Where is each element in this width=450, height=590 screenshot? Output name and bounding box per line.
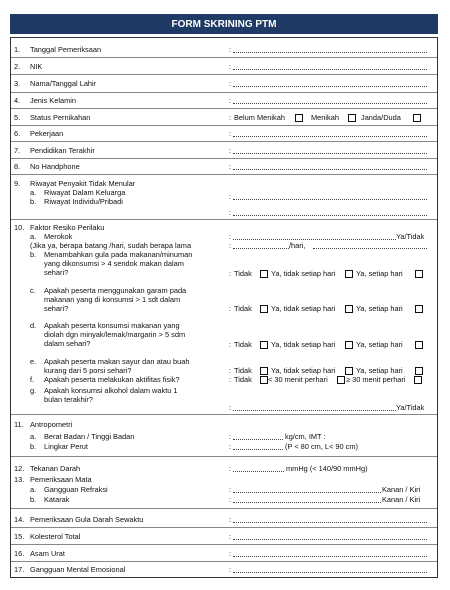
sugar-question-text: sehari?	[44, 268, 69, 277]
sub-label: Gangguan Refraksi	[44, 485, 108, 494]
colon-separator: :	[229, 129, 232, 138]
i14-field[interactable]	[233, 522, 427, 523]
item-label: Tekanan Darah	[30, 464, 81, 473]
activity-option-label: < 30 menit perhari	[268, 375, 328, 384]
item-label: Pemeriksaan Gula Darah Sewaktu	[30, 515, 144, 524]
item-label: Antropometri	[30, 420, 73, 429]
item-label: Riwayat Penyakit Tidak Menular	[30, 179, 136, 188]
row-divider	[11, 141, 437, 142]
smoking-field[interactable]	[233, 239, 396, 240]
sugar-option-label: Ya, setiap hari	[356, 269, 403, 278]
sugar-question-text: yang dikonsumsi > 4 sendok makan dalam	[44, 259, 184, 268]
cataract-field[interactable]	[233, 502, 381, 503]
sub-letter: c.	[30, 286, 36, 295]
colon-separator: :	[229, 515, 232, 524]
refraction-field[interactable]	[233, 492, 381, 493]
sub-label: Katarak	[44, 495, 70, 504]
colon-separator: :	[229, 62, 232, 71]
salt-daily-checkbox[interactable]	[415, 305, 423, 313]
row-divider	[11, 74, 437, 75]
vegetable-question-text: kurang dari 5 porsi sehari?	[44, 366, 132, 375]
fat-question-text: dalam sehari?	[44, 339, 91, 348]
item-label: Pekerjaan	[30, 129, 64, 138]
colon-separator: :	[229, 403, 232, 412]
colon-separator: :	[229, 495, 232, 504]
activity-question-text: Apakah peserta melakukan aktifitas fisik?	[44, 375, 180, 384]
i4-field[interactable]	[233, 103, 427, 104]
sub-letter: a.	[30, 188, 37, 197]
blood-pressure-suffix: mmHg (< 140/90 mmHg)	[286, 464, 368, 473]
row-divider	[11, 57, 437, 58]
row-divider	[11, 456, 437, 457]
sub-letter: a.	[30, 432, 37, 441]
item-label: Pendidikan Terakhir	[30, 146, 95, 155]
i8-field[interactable]	[233, 169, 427, 170]
i16-field[interactable]	[233, 556, 427, 557]
fat-option-label: Ya, tidak setiap hari	[271, 340, 336, 349]
i2-field[interactable]	[233, 69, 427, 70]
smoking-duration-field[interactable]	[313, 248, 427, 249]
fat-option-label: Tidak	[234, 340, 252, 349]
salt-no-checkbox[interactable]	[260, 305, 268, 313]
vegetable-option-label: Ya, tidak setiap hari	[271, 366, 336, 375]
item-number: 9.	[14, 179, 21, 188]
sugar-option-label: Ya, tidak setiap hari	[271, 269, 336, 278]
sub-label: Berat Badan / Tinggi Badan	[44, 432, 135, 441]
vegetable-no-checkbox[interactable]	[260, 367, 268, 375]
item-number: 15.	[14, 532, 25, 541]
i1-field[interactable]	[233, 52, 427, 53]
salt-option-label: Ya, setiap hari	[356, 304, 403, 313]
row-divider	[11, 92, 437, 93]
sub-letter: g.	[30, 386, 37, 395]
fat-sometimes-checkbox[interactable]	[345, 341, 353, 349]
item-label: Jenis Kelamin	[30, 96, 77, 105]
smoking-note: (Jika ya, berapa batang /hari, sudah berapa lama	[30, 241, 192, 250]
sub-letter: a.	[30, 485, 37, 494]
colon-separator: :	[229, 366, 232, 375]
sub-letter: b.	[30, 197, 37, 206]
colon-separator: :	[229, 375, 232, 384]
item-number: 12.	[14, 464, 25, 473]
activity-option-label: Tidak	[234, 375, 252, 384]
sugar-sometimes-checkbox[interactable]	[345, 270, 353, 278]
item-label: Kolesterol Total	[30, 532, 81, 541]
colon-separator: :	[229, 162, 232, 171]
sub-letter: e.	[30, 357, 37, 366]
cigarettes-per-day-field[interactable]	[233, 248, 289, 249]
colon-separator: :	[229, 96, 232, 105]
activity-over30-checkbox[interactable]	[414, 376, 422, 384]
item-number: 13.	[14, 475, 25, 484]
marital-option-label: Menikah	[311, 113, 339, 122]
item-label: Asam Urat	[30, 549, 65, 558]
refraction-suffix: Kanan / Kiri	[382, 485, 421, 494]
vegetable-option-label: Ya, setiap hari	[356, 366, 403, 375]
form-header	[10, 14, 438, 34]
item-number: 8.	[14, 162, 21, 171]
colon-separator: :	[229, 340, 232, 349]
item-number: 2.	[14, 62, 21, 71]
activity-option-label: ≥ 30 menit perhari	[346, 375, 406, 384]
item-number: 3.	[14, 79, 21, 88]
cataract-suffix: Kanan / Kiri	[382, 495, 421, 504]
item-label: No Handphone	[30, 162, 80, 171]
colon-separator: :	[229, 208, 232, 217]
row-divider	[11, 527, 437, 528]
item-number: 14.	[14, 515, 25, 524]
marital-widowed-checkbox[interactable]	[413, 114, 421, 122]
colon-separator: :	[229, 464, 232, 473]
fat-option-label: Ya, setiap hari	[356, 340, 403, 349]
item-label: Status Pernikahan	[30, 113, 91, 122]
salt-question-text: makanan yang di konsumsi > 1 sdt dalam	[44, 295, 181, 304]
i6-field[interactable]	[233, 136, 427, 137]
item-number: 10.	[14, 223, 25, 232]
i17-field[interactable]	[233, 572, 427, 573]
row-divider	[11, 108, 437, 109]
item-label: Gangguan Mental Emosional	[30, 565, 126, 574]
item-number: 1.	[14, 45, 21, 54]
sugar-daily-checkbox[interactable]	[415, 270, 423, 278]
weight-height-field[interactable]	[233, 439, 283, 440]
colon-separator: :	[229, 485, 232, 494]
colon-separator: :	[229, 549, 232, 558]
sub-label: Riwayat Individu/Pribadi	[44, 197, 123, 206]
row-divider	[11, 544, 437, 545]
colon-separator: :	[229, 532, 232, 541]
colon-separator: :	[229, 192, 232, 201]
salt-question-text: Apakah peserta menggunakan garam pada	[44, 286, 187, 295]
fat-daily-checkbox[interactable]	[415, 341, 423, 349]
item-number: 17.	[14, 565, 25, 574]
colon-separator: :	[229, 232, 232, 241]
activity-no-checkbox[interactable]	[260, 376, 268, 384]
colon-separator: :	[229, 79, 232, 88]
sub-label: Riwayat Dalam Keluarga	[44, 188, 126, 197]
sub-letter: d.	[30, 321, 37, 330]
salt-option-label: Tidak	[234, 304, 252, 313]
colon-separator: :	[229, 269, 232, 278]
colon-separator: :	[229, 432, 232, 441]
i7-field[interactable]	[233, 153, 427, 154]
colon-separator: :	[229, 241, 232, 250]
fat-question-text: Apakah peserta konsumsi makanan yang	[44, 321, 180, 330]
sugar-option-label: Tidak	[234, 269, 252, 278]
waist-field[interactable]	[233, 449, 283, 450]
per-day-suffix: /hari,	[289, 241, 306, 250]
form-body	[10, 37, 438, 578]
vegetable-question-text: Apakah peserta makan sayur dan atau buah	[44, 357, 190, 366]
colon-separator: :	[229, 45, 232, 54]
item-number: 6.	[14, 129, 21, 138]
row-divider	[11, 414, 437, 415]
alcohol-question-text: bulan terakhir?	[44, 395, 93, 404]
colon-separator: :	[229, 113, 232, 122]
item-number: 5.	[14, 113, 21, 122]
fat-no-checkbox[interactable]	[260, 341, 268, 349]
row-divider	[11, 158, 437, 159]
sugar-question-text: Menambahkan gula pada makanan/minuman	[44, 250, 193, 259]
item-label: Faktor Resiko Perilaku	[30, 223, 105, 232]
item-label: Tanggal Pemeriksaan	[30, 45, 102, 54]
i3-field[interactable]	[233, 86, 427, 87]
salt-question-text: sehari?	[44, 304, 69, 313]
vegetable-option-label: Tidak	[234, 366, 252, 375]
sub-letter: a.	[30, 232, 37, 241]
alcohol-suffix: Ya/Tidak	[396, 403, 425, 412]
blood-pressure-field[interactable]	[233, 471, 284, 472]
marital-option-label: Belum Menikah	[234, 113, 285, 122]
alcohol-field[interactable]	[233, 410, 396, 411]
family-history-field[interactable]	[233, 199, 427, 200]
sub-letter: b.	[30, 250, 37, 259]
row-divider	[11, 508, 437, 509]
vegetable-sometimes-checkbox[interactable]	[345, 367, 353, 375]
activity-under30-checkbox[interactable]	[337, 376, 345, 384]
form-title: FORM SKRINING PTM	[171, 18, 277, 30]
row-divider	[11, 219, 437, 220]
salt-option-label: Ya, tidak setiap hari	[271, 304, 336, 313]
sub-letter: f.	[30, 375, 35, 384]
item-label: Pemeriksaan Mata	[30, 475, 92, 484]
row-divider	[11, 561, 437, 562]
row-divider	[11, 174, 437, 175]
colon-separator: :	[229, 442, 232, 451]
item-number: 11.	[14, 420, 24, 429]
sugar-no-checkbox[interactable]	[260, 270, 268, 278]
fat-question-text: diolah dgn minyak/lemak/margarin > 5 sdm	[44, 330, 186, 339]
salt-sometimes-checkbox[interactable]	[345, 305, 353, 313]
waist-suffix: (P < 80 cm, L< 90 cm)	[285, 442, 358, 451]
marital-married-checkbox[interactable]	[348, 114, 356, 122]
row-divider	[11, 125, 437, 126]
smoking-suffix: Ya/Tidak	[396, 232, 425, 241]
alcohol-question-text: Apakah konsumsi alkohol dalam waktu 1	[44, 386, 178, 395]
marital-single-checkbox[interactable]	[295, 114, 303, 122]
weight-height-suffix: kg/cm, IMT :	[285, 432, 326, 441]
item-label: NIK	[30, 62, 43, 71]
i15-field[interactable]	[233, 539, 427, 540]
marital-option-label: Janda/Duda	[361, 113, 401, 122]
sub-letter: b.	[30, 495, 37, 504]
vegetable-daily-checkbox[interactable]	[415, 367, 423, 375]
item-label: Nama/Tanggal Lahir	[30, 79, 97, 88]
sub-letter: b.	[30, 442, 37, 451]
item-number: 4.	[14, 96, 21, 105]
colon-separator: :	[229, 565, 232, 574]
item-number: 7.	[14, 146, 21, 155]
colon-separator: :	[229, 146, 232, 155]
personal-history-field[interactable]	[233, 215, 427, 216]
sub-label: Lingkar Perut	[44, 442, 88, 451]
colon-separator: :	[229, 304, 232, 313]
sub-label: Merokok	[44, 232, 73, 241]
item-number: 16.	[14, 549, 25, 558]
